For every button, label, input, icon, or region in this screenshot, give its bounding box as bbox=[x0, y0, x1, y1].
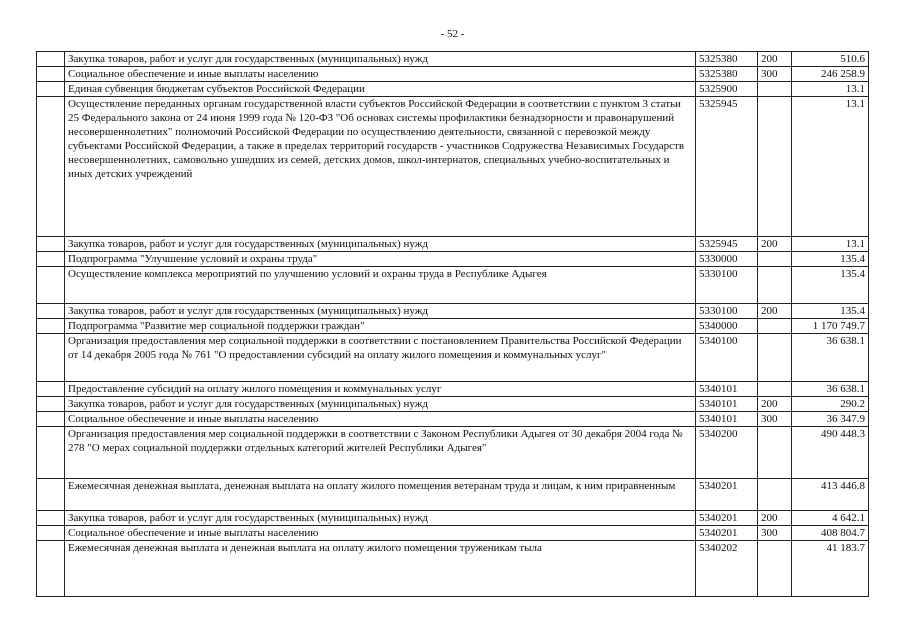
expense-type-cell: 200 bbox=[758, 304, 792, 319]
budget-table bbox=[36, 51, 869, 597]
expense-type-cell bbox=[758, 97, 792, 237]
row-margin-cell bbox=[37, 397, 65, 412]
amount-cell: 135.4 bbox=[792, 252, 869, 267]
amount-cell: 36 638.1 bbox=[792, 382, 869, 397]
expense-type-cell: 200 bbox=[758, 511, 792, 526]
item-name-cell: Подпрограмма "Улучшение условий и охраны труда" bbox=[65, 252, 696, 267]
expense-type-cell bbox=[758, 267, 792, 304]
row-margin-cell bbox=[37, 479, 65, 511]
expense-type-cell bbox=[758, 82, 792, 97]
table-row bbox=[37, 252, 869, 267]
item-name-cell: Социальное обеспечение и иные выплаты населению bbox=[65, 412, 696, 427]
amount-cell: 408 804.7 bbox=[792, 526, 869, 541]
item-name-cell: Закупка товаров, работ и услуг для государственных (муниципальных) нужд bbox=[65, 511, 696, 526]
item-name-cell: Социальное обеспечение и иные выплаты населению bbox=[65, 67, 696, 82]
table-row bbox=[37, 397, 869, 412]
table-row bbox=[37, 526, 869, 541]
table-row bbox=[37, 427, 869, 479]
target-code-cell: 5325380 bbox=[696, 67, 758, 82]
item-name-cell: Социальное обеспечение и иные выплаты населению bbox=[65, 526, 696, 541]
expense-type-cell: 300 bbox=[758, 526, 792, 541]
expense-type-cell: 200 bbox=[758, 237, 792, 252]
amount-cell: 510.6 bbox=[792, 52, 869, 67]
expense-type-cell: 200 bbox=[758, 52, 792, 67]
table-row bbox=[37, 334, 869, 382]
expense-type-cell bbox=[758, 319, 792, 334]
row-margin-cell bbox=[37, 334, 65, 382]
table-row bbox=[37, 511, 869, 526]
item-name-cell: Закупка товаров, работ и услуг для государственных (муниципальных) нужд bbox=[65, 52, 696, 67]
amount-cell: 13.1 bbox=[792, 97, 869, 237]
table-row bbox=[37, 319, 869, 334]
table-row bbox=[37, 267, 869, 304]
amount-cell: 13.1 bbox=[792, 82, 869, 97]
expense-type-cell: 300 bbox=[758, 67, 792, 82]
item-name-cell: Закупка товаров, работ и услуг для государственных (муниципальных) нужд bbox=[65, 237, 696, 252]
row-margin-cell bbox=[37, 526, 65, 541]
amount-cell: 1 170 749.7 bbox=[792, 319, 869, 334]
target-code-cell: 5340201 bbox=[696, 511, 758, 526]
item-name-cell: Закупка товаров, работ и услуг для государственных (муниципальных) нужд bbox=[65, 304, 696, 319]
item-name-cell: Подпрограмма "Развитие мер социальной поддержки граждан" bbox=[65, 319, 696, 334]
row-margin-cell bbox=[37, 67, 65, 82]
target-code-cell: 5325945 bbox=[696, 97, 758, 237]
table-row bbox=[37, 412, 869, 427]
table-row bbox=[37, 304, 869, 319]
target-code-cell: 5340101 bbox=[696, 397, 758, 412]
amount-cell: 4 642.1 bbox=[792, 511, 869, 526]
amount-cell: 413 446.8 bbox=[792, 479, 869, 511]
expense-type-cell bbox=[758, 427, 792, 479]
item-name-cell: Осуществление комплекса мероприятий по улучшению условий и охраны труда в Республике Адыгея bbox=[65, 267, 696, 304]
target-code-cell: 5325945 bbox=[696, 237, 758, 252]
row-margin-cell bbox=[37, 427, 65, 479]
amount-cell: 135.4 bbox=[792, 304, 869, 319]
row-margin-cell bbox=[37, 237, 65, 252]
target-code-cell: 5330100 bbox=[696, 267, 758, 304]
amount-cell: 246 258.9 bbox=[792, 67, 869, 82]
table-row bbox=[37, 237, 869, 252]
expense-type-cell bbox=[758, 479, 792, 511]
row-margin-cell bbox=[37, 412, 65, 427]
item-name-cell: Закупка товаров, работ и услуг для государственных (муниципальных) нужд bbox=[65, 397, 696, 412]
table-row bbox=[37, 479, 869, 511]
amount-cell: 135.4 bbox=[792, 267, 869, 304]
amount-cell: 36 638.1 bbox=[792, 334, 869, 382]
expense-type-cell: 300 bbox=[758, 412, 792, 427]
target-code-cell: 5340101 bbox=[696, 382, 758, 397]
expense-type-cell bbox=[758, 334, 792, 382]
amount-cell: 36 347.9 bbox=[792, 412, 869, 427]
item-name-cell: Единая субвенция бюджетам субъектов Российской Федерации bbox=[65, 82, 696, 97]
target-code-cell: 5340202 bbox=[696, 541, 758, 597]
amount-cell: 490 448.3 bbox=[792, 427, 869, 479]
row-margin-cell bbox=[37, 267, 65, 304]
amount-cell: 13.1 bbox=[792, 237, 869, 252]
target-code-cell: 5340201 bbox=[696, 479, 758, 511]
item-name-cell: Ежемесячная денежная выплата и денежная выплата на оплату жилого помещения труженикам тыла bbox=[65, 541, 696, 597]
target-code-cell: 5340201 bbox=[696, 526, 758, 541]
budget-table-body bbox=[37, 52, 869, 597]
target-code-cell: 5340200 bbox=[696, 427, 758, 479]
page-number: - 52 - bbox=[440, 28, 465, 40]
expense-type-cell: 200 bbox=[758, 397, 792, 412]
table-row bbox=[37, 541, 869, 597]
target-code-cell: 5340100 bbox=[696, 334, 758, 382]
target-code-cell: 5330100 bbox=[696, 304, 758, 319]
table-row bbox=[37, 97, 869, 237]
amount-cell: 41 183.7 bbox=[792, 541, 869, 597]
table-row bbox=[37, 82, 869, 97]
expense-type-cell bbox=[758, 252, 792, 267]
target-code-cell: 5340101 bbox=[696, 412, 758, 427]
amount-cell: 290.2 bbox=[792, 397, 869, 412]
expense-type-cell bbox=[758, 541, 792, 597]
item-name-cell: Организация предоставления мер социальной поддержки в соответствии с постановлением Правительства Российской Федерации от 14 декабря 2005 года № 761 "О предоставлении субсидий на оплату жилого помещения и коммунальных услуг" bbox=[65, 334, 696, 382]
item-name-cell: Ежемесячная денежная выплата, денежная выплата на оплату жилого помещения ветеранам труда и лицам, к ним приравненным bbox=[65, 479, 696, 511]
row-margin-cell bbox=[37, 511, 65, 526]
target-code-cell: 5325900 bbox=[696, 82, 758, 97]
target-code-cell: 5325380 bbox=[696, 52, 758, 67]
target-code-cell: 5340000 bbox=[696, 319, 758, 334]
row-margin-cell bbox=[37, 319, 65, 334]
expense-type-cell bbox=[758, 382, 792, 397]
row-margin-cell bbox=[37, 252, 65, 267]
row-margin-cell bbox=[37, 52, 65, 67]
row-margin-cell bbox=[37, 541, 65, 597]
table-row bbox=[37, 382, 869, 397]
item-name-cell: Предоставление субсидий на оплату жилого помещения и коммунальных услуг bbox=[65, 382, 696, 397]
row-margin-cell bbox=[37, 97, 65, 237]
table-row bbox=[37, 52, 869, 67]
table-row bbox=[37, 67, 869, 82]
target-code-cell: 5330000 bbox=[696, 252, 758, 267]
item-name-cell: Организация предоставления мер социальной поддержки в соответствии с Законом Республики Адыгея от 30 декабря 2004 года № 278 "О мерах социальной поддержки отдельных категорий жителей Республики Адыгея" bbox=[65, 427, 696, 479]
row-margin-cell bbox=[37, 82, 65, 97]
row-margin-cell bbox=[37, 304, 65, 319]
item-name-cell: Осуществление переданных органам государственной власти субъектов Российской Федерации в соответствии с пунктом 3 статьи 25 Федерального закона от 24 июня 1999 года № 120-ФЗ "Об основах системы профилактики безнадзорности и правонарушений несовершеннолетних" полномочий Российской Федерации по осуществлению деятельности, связанной с перевозкой между субъектами Российской Федерации, а также в пределах территорий государств - участников Содружества Независимых Государств несовершеннолетних, самовольно ушедших из семей, детских домов, школ-интернатов, специальных учебно-воспитательных и иных детских учреждений bbox=[65, 97, 696, 237]
row-margin-cell bbox=[37, 382, 65, 397]
